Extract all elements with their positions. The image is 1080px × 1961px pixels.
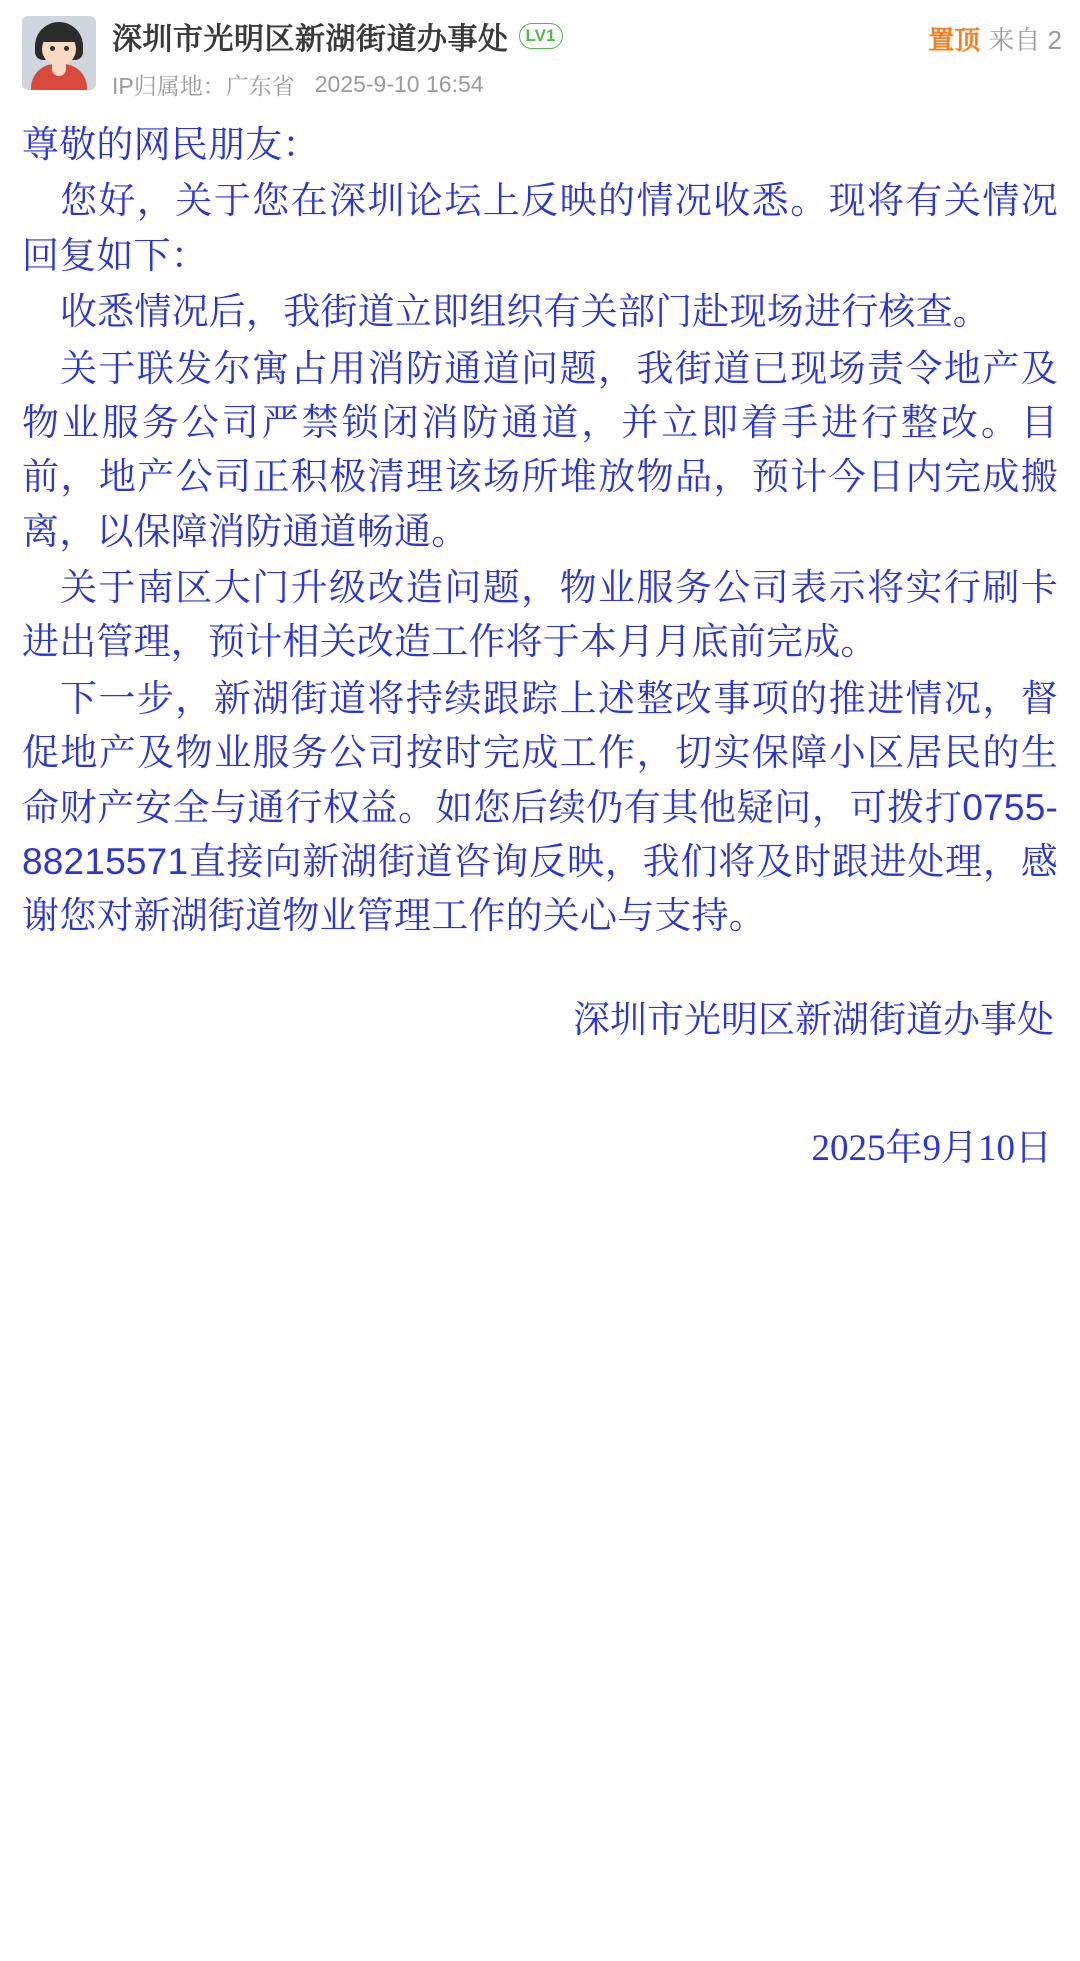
source-label: 来自 2: [988, 25, 1062, 55]
avatar[interactable]: [22, 16, 96, 90]
post-paragraph: 您好，关于您在深圳论坛上反映的情况收悉。现将有关情况回复如下：: [22, 180, 1058, 276]
pinned-badge: 置顶: [928, 25, 981, 55]
post-sign-date: 2025年9月10日: [811, 1128, 1052, 1170]
post-body: [0, 112, 1080, 1171]
author-name[interactable]: 深圳市光明区新湖街道办事处: [112, 23, 509, 56]
author-row: [112, 14, 928, 58]
avatar-eye-left-shape: [50, 46, 55, 51]
post-meta-row: [112, 68, 928, 101]
avatar-fringe-shape: [40, 28, 78, 42]
post-header-right: [928, 14, 1062, 57]
post-paragraph: 关于联发尔寓占用消防通道问题，我街道已现场责令地产及物业服务公司严禁锁闭消防通道，并立即着手进行整改。目前，地产公司正积极清理该场所堆放物品，预计今日内完成搬离，以保障消防通道畅通。: [22, 347, 1058, 552]
post-timestamp: 2025-9-10 16:54: [314, 71, 484, 97]
post-signature: 深圳市光明区新湖街道办事处: [573, 998, 1054, 1040]
post-paragraph: 关于南区大门升级改造问题，物业服务公司表示将实行刷卡进出管理，预计相关改造工作将于本月月底前完成。: [22, 567, 1058, 663]
ip-location-label: IP归属地：广东省: [112, 73, 295, 99]
post-paragraph: 尊敬的网民朋友：: [22, 124, 320, 165]
post-paragraph: 下一步，新湖街道将持续跟踪上述整改事项的推进情况，督促地产及物业服务公司按时完成工作，切实保障小区居民的生命财产安全与通行权益。如您后续仍有其他疑问，可拨打0755-88215571直接向新湖街道咨询反映，我们将及时跟进处理，感谢您对新湖街道物业管理工作的关心与支持。: [22, 677, 1058, 937]
level-badge: LV1: [519, 23, 563, 49]
post-paragraph: 收悉情况后，我街道立即组织有关部门赴现场进行核查。: [60, 291, 990, 333]
post-header: [0, 0, 1080, 112]
post-header-main: [96, 14, 928, 101]
avatar-eye-right-shape: [64, 46, 69, 51]
